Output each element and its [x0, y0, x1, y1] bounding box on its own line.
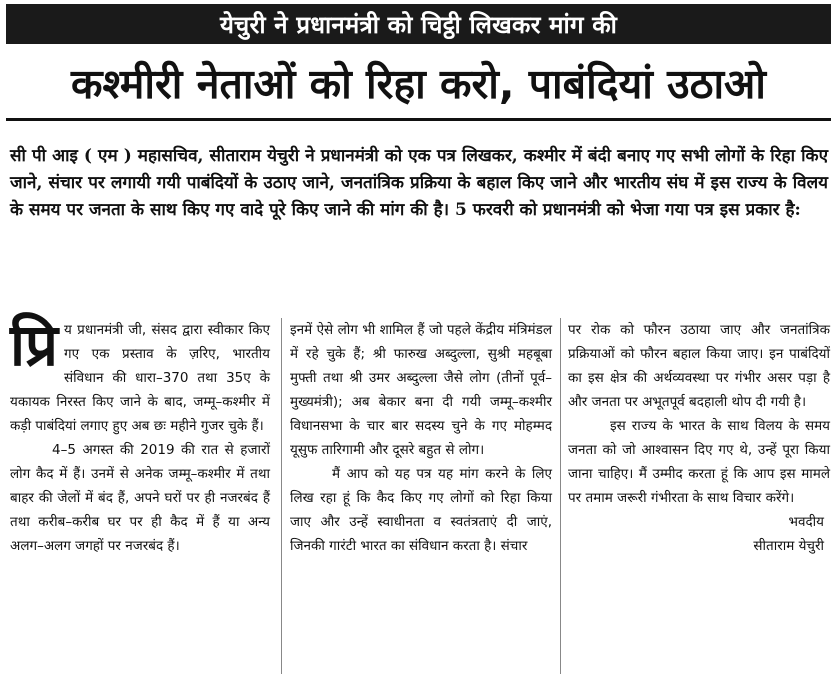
letter-column-3: [568, 318, 830, 558]
letter-column-2: [290, 318, 552, 558]
headline-divider: [6, 118, 831, 121]
headline: कश्मीरी नेताओं को रिहा करो, पाबंदियां उठाओ: [70, 60, 767, 108]
kicker-banner: [6, 4, 831, 44]
drop-cap: प्रि: [10, 311, 59, 379]
letter-paragraph: इस राज्य के भारत के साथ विलय के समय जनता को जो आश्वासन दिए गए थे, उन्हें पूरा किया जाना चाहिए। मैं उम्मीद करता हूं कि आप इस मामले पर तमाम जरूरी गंभीरता के साथ विचार करेंगे।: [568, 418, 830, 506]
kicker-text: येचुरी ने प्रधानमंत्री को चिट्ठी लिखकर मांग की: [219, 10, 618, 39]
letter-signature: सीताराम येचुरी: [753, 538, 824, 554]
intro-paragraph: सी पी आइ ( एम ) महासचिव, सीताराम येचुरी ने प्रधानमंत्री को एक पत्र लिखकर, कश्मीर में बंदी बनाए गए सभी लोगों के रिहा किए जाने, संचार पर लगायी गयी पाबंदियों के उठाए जाने, जनतांत्रिक प्रक्रिया के बहाल किए जाने और भारतीय संघ में इस राज्य के विलय के समय पर जनता के साथ किए गए वादे पूरे किए जाने की मांग की है। 5 फरवरी को प्रधानमंत्री को भेजा गया पत्र इस प्रकार है:: [10, 146, 828, 220]
letter-paragraph: मैं आप को यह पत्र यह मांग करने के लिए लिख रहा हूं कि कैद किए गए लोगों को रिहा किया जाए और उन्हें स्वाधीनता व स्वतंत्रताएं दी जाएं, जिनकी गारंटी भारत का संविधान करता है। संचार: [290, 466, 552, 554]
letter-paragraph: पर रोक को फौरन उठाया जाए और जनतांत्रिक प्रक्रियाओं को फौरन बहाल किया जाए। इन पाबंदियों का इस क्षेत्र की अर्थव्यवस्था पर गंभीर असर पड़ा है और जनता पर अभूतपूर्व बदहाली थोप दी गयी है।: [568, 322, 830, 410]
column-divider-2: [560, 318, 561, 674]
letter-column-1: [10, 311, 270, 558]
column-divider-1: [281, 318, 282, 674]
letter-paragraph: य प्रधानमंत्री जी, संसद द्वारा स्वीकार किए गए एक प्रस्ताव के ज़रिए, भारतीय संविधान की धारा–370 तथा 35ए के यकायक निरस्त किए जाने के बाद, जम्मू–कश्मीर में कड़ी पाबंदियां लगाए हुए अब छः महीने गुजर चुके हैं।: [10, 322, 270, 434]
letter-paragraph: इनमें ऐसे लोग भी शामिल हैं जो पहले केंद्रीय मंत्रिमंडल में रहे चुके हैं; श्री फारुख अब्दुल्ला, सुश्री महबूबा मुफ्ती तथा श्री उमर अब्दुल्ला जैसे लोग (तीनों पूर्व–मुख्यमंत्री); अब बेकार बना दी गयी जम्मू–कश्मीर विधानसभा के चार बार सदस्य चुने के गए मोहम्मद यूसुफ तारिगामी और दूसरे बहुत से लोग।: [290, 322, 552, 458]
letter-closing: भवदीय: [788, 514, 824, 530]
letter-paragraph: 4–5 अगस्त की 2019 की रात से हजारों लोग कैद में हैं। उनमें से अनेक जम्मू–कश्मीर में तथा बाहर की जेलों में बंद हैं, अपने घरों पर ही नजरबंद हैं तथा करीब–करीब घर पर ही कैद में हैं या अन्य अलग–अलग जगहों पर नजरबंद हैं।: [10, 442, 270, 554]
